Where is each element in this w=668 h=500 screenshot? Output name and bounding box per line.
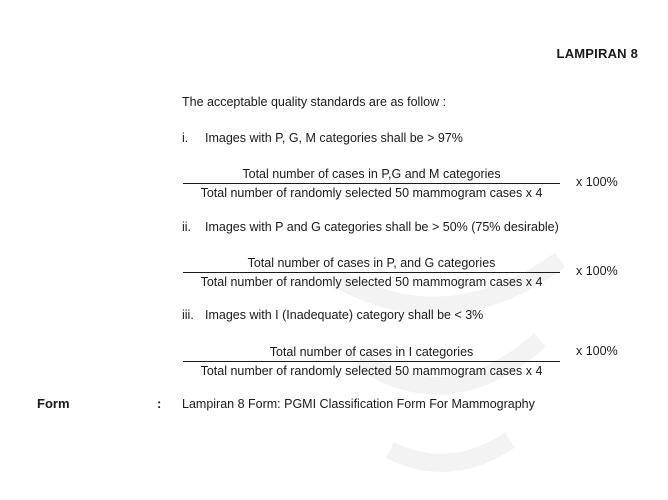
formula-1 [183,166,560,201]
page-header-title: LAMPIRAN 8 [556,46,638,61]
formula-multiplier: x 100% [576,175,618,189]
fraction-bar [183,361,560,362]
criterion-3 [182,308,483,322]
criterion-text: Images with I (Inadequate) category shall be < 3% [205,308,484,322]
formula-denominator: Total number of randomly selected 50 mammogram cases x 4 [200,186,543,200]
formula-2 [183,255,560,290]
formula-multiplier: x 100% [576,344,618,358]
criterion-number: i. [182,131,189,145]
formula-denominator: Total number of randomly selected 50 mammogram cases x 4 [200,275,543,289]
formula-3 [183,344,560,379]
formula-numerator: Total number of cases in I categories [269,345,474,359]
criterion-text: Images with P, G, M categories shall be > 97% [205,131,463,145]
criterion-number: ii. [182,220,192,234]
fraction-bar [183,183,560,184]
intro-text: The acceptable quality standards are as follow : [182,95,447,109]
criterion-text: Images with P and G categories shall be > 50% (75% desirable) [205,220,559,234]
formula-numerator: Total number of cases in P, and G categories [247,256,496,270]
form-colon: : [157,396,162,411]
formula-multiplier: x 100% [576,264,618,278]
formula-numerator: Total number of cases in P,G and M categories [242,167,501,181]
formula-denominator: Total number of randomly selected 50 mammogram cases x 4 [200,364,543,378]
fraction-bar [183,272,560,273]
form-label: Form [37,396,70,411]
criterion-1 [182,131,463,145]
form-value: Lampiran 8 Form: PGMI Classification Form For Mammography [182,397,535,411]
criterion-number: iii. [182,308,194,322]
criterion-2 [182,220,559,234]
